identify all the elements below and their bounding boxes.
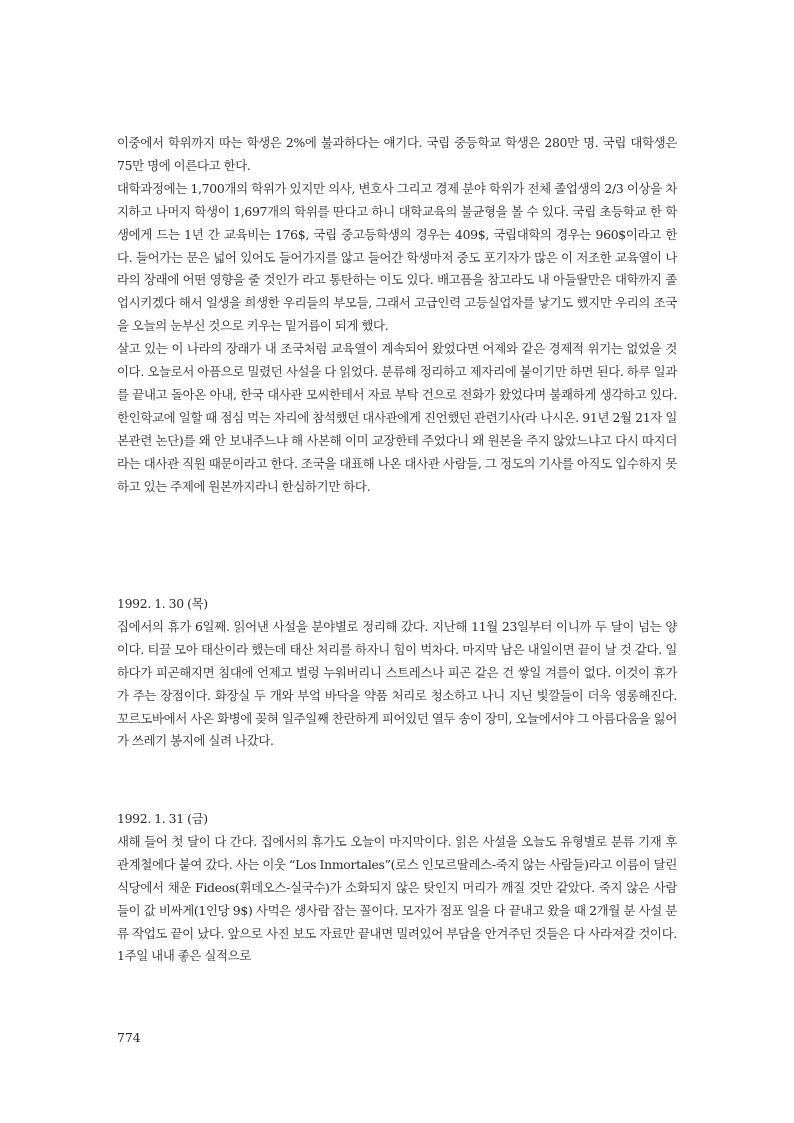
- entry-text: 집에서의 휴가 6일째. 읽어낸 사설을 분야별로 정리해 갔다. 지난해 11월 23일부터 이니까 두 달이 넘는 양이다. 티끌 모아 태산이라 했는데 태산 처리를 하자니 힘이 벅차다. 마지막 남은 내일이면 끝이 날 것 같다. 일하다가 피곤해지면 침대에 언제고 벌렁 누워버리니 스트레스나 피곤 같은 건 쌓일 겨를이 없다. 이것이 휴가가 주는 장점이다. 화장실 두 개와 부엌 바닥을 약품 처리로 청소하고 나니 지닌 빛깔들이 더욱 영롱해진다. 꼬르도바에서 사온 화병에 꽂혀 일주일째 찬란하게 피어있던 열두 송이 장미, 오늘에서야 그 아름다움을 잃어가 쓰레기 봉지에 실려 나갔다.: [117, 618, 677, 749]
- diary-entry: [117, 593, 677, 753]
- page-number: 774: [117, 1030, 141, 1045]
- entry-text: 새해 들어 첫 달이 다 간다. 집에서의 휴가도 오늘이 마지막이다. 읽은 사설을 오늘도 유형별로 분류 기재 후 관계철에다 붙여 갔다. 사는 이웃 “Los Inmortales”(로스 인모르딸레스-죽지 않는 사람들)라고 이름이 달린 식당에서 채운 Fideos(휘데오스-실국수)가 소화되지 않은 탓인지 머리가 깨질 것만 같았다. 죽지 않은 사람들이 값 비싸게(1인당 9$) 사먹은 생사람 잡는 꼴이다. 모자가 점포 일을 다 끝내고 왔을 때 2개월 분 사설 분류 작업도 끝이 났다. 앞으로 사진 보도 자료만 끝내면 밀려있어 부담을 안겨주던 것들은 다 사라져갈 것이다. 1주일 내내 좋은 실적으로: [117, 833, 677, 964]
- diary-entry: [117, 808, 677, 968]
- entry-date: 1992. 1. 30 (목): [117, 596, 208, 611]
- paragraph: 살고 있는 이 나라의 장래가 내 조국처럼 교육열이 계속되어 왔었다면 어제와 같은 경제적 위기는 없었을 것이다. 오늘로서 아픔으로 밀렸던 사설을 다 읽었다. 분류해 정리하고 제자리에 붙이기만 하면 된다. 하루 일과를 끝내고 돌아온 아내, 한국 대사관 모씨한테서 자료 부탁 건으로 전화가 왔었다며 불쾌하게 생각하고 있다. 한인학교에 일할 때 점심 먹는 자리에 참석했던 대사관에게 진언했던 관련기사(라 나시온. 91년 2월 21자 일본관련 논단)를 왜 안 보내주느냐 해 사본해 이미 교장한테 주었다니 왜 원본을 주지 않았느냐고 다시 따지더라는 대사관 직원 때문이라고 한다. 조국을 대표해 나온 대사관 사람들, 그 정도의 기사를 아직도 입수하지 못하고 있는 주제에 원본까지라니 한심하기만 하다.: [117, 341, 677, 494]
- opening-section: [117, 132, 677, 499]
- paragraph: 대학과정에는 1,700개의 학위가 있지만 의사, 변호사 그리고 경제 분야 학위가 전체 졸업생의 2/3 이상을 차지하고 나머지 학생이 1,697개의 학위를 딴다고 하니 대학교육의 불균형을 볼 수 있다. 국립 초등학교 한 학생에게 드는 1년 간 교육비는 176$, 국립 중고등학생의 경우는 409$, 국립대학의 경우는 960$이라고 한다. 들어가는 문은 넓어 있어도 들어가지를 않고 들어간 학생마저 중도 포기자가 많은 이 저조한 교육열이 나라의 장래에 어떤 영향을 줄 것인가 라고 통탄하는 이도 있다. 배고픔을 참고라도 내 아들딸만은 대학까지 졸업시키겠다 해서 일생을 희생한 우리들의 부모들, 그래서 고급인력 고등실업자를 낳기도 했지만 우리의 조국을 오늘의 눈부신 것으로 키우는 밑거름이 되게 했다.: [117, 180, 678, 334]
- paragraph: 이중에서 학위까지 따는 학생은 2%에 불과하다는 얘기다. 국립 중등학교 학생은 280만 명. 국립 대학생은 75만 명에 이른다고 한다.: [117, 135, 677, 173]
- entry-date: 1992. 1. 31 (금): [117, 811, 208, 826]
